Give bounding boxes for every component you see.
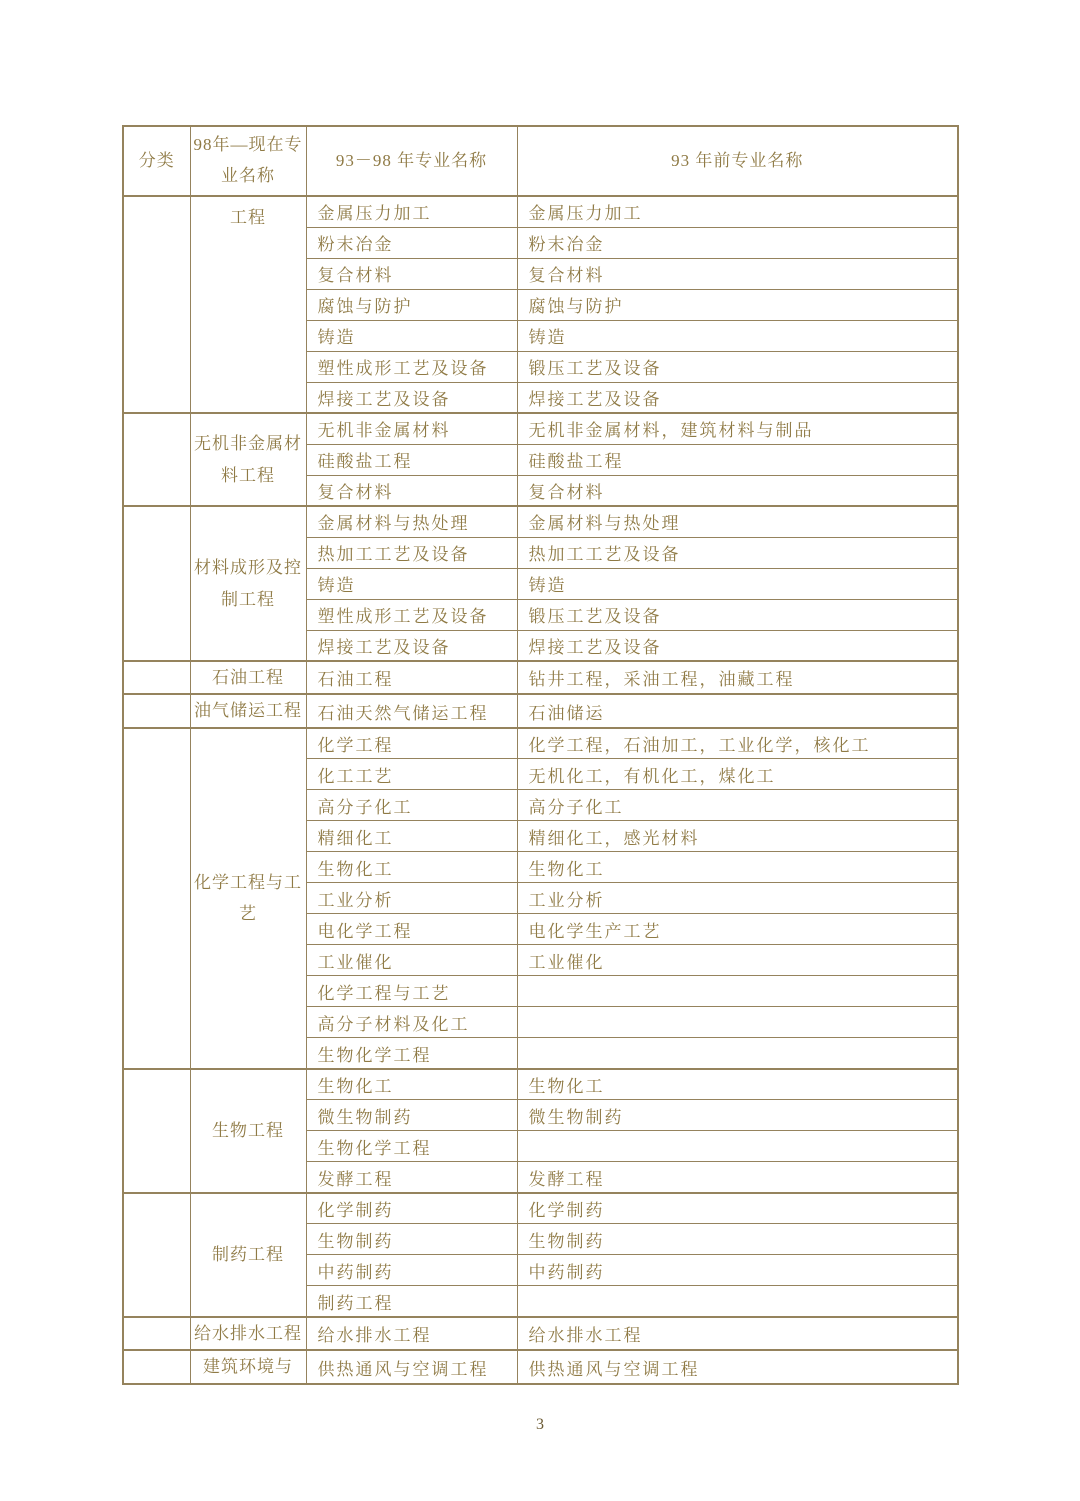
major-93-98-cell: 工业分析 [306, 883, 517, 914]
major-93-98-cell: 焊接工艺及设备 [306, 382, 517, 413]
major-pre-93-cell: 焊接工艺及设备 [517, 382, 958, 413]
header-row [123, 126, 958, 196]
major-pre-93-cell [517, 1286, 958, 1317]
category-cell [123, 413, 190, 506]
table-row [123, 1193, 958, 1224]
majors-table [122, 125, 959, 1385]
major-pre-93-cell: 化学制药 [517, 1193, 958, 1224]
category-cell [123, 1317, 190, 1350]
table-row [123, 196, 958, 227]
major-pre-93-cell: 无机非金属材料，建筑材料与制品 [517, 413, 958, 444]
major-pre-93-cell: 无机化工，有机化工，煤化工 [517, 759, 958, 790]
table-row [123, 413, 958, 444]
major-pre-93-cell: 焊接工艺及设备 [517, 630, 958, 661]
major-93-98-cell: 生物化学工程 [306, 1038, 517, 1069]
major-pre-93-cell: 生物化工 [517, 1069, 958, 1100]
major-93-98-cell: 热加工工艺及设备 [306, 537, 517, 568]
major-93-98-cell: 复合材料 [306, 475, 517, 506]
category-cell [123, 1069, 190, 1193]
major-pre-93-cell [517, 1007, 958, 1038]
major-93-98-cell: 石油工程 [306, 661, 517, 694]
major-93-98-cell: 塑性成形工艺及设备 [306, 599, 517, 630]
major-pre-93-cell: 精细化工，感光材料 [517, 821, 958, 852]
category-cell [123, 728, 190, 1069]
table-row [123, 1317, 958, 1350]
major-93-98-cell: 石油天然气储运工程 [306, 694, 517, 727]
major-93-98-cell: 金属材料与热处理 [306, 506, 517, 537]
major-pre-93-cell: 高分子化工 [517, 790, 958, 821]
table-row [123, 1069, 958, 1100]
major-pre-93-cell: 供热通风与空调工程 [517, 1350, 958, 1383]
major-pre-93-cell: 复合材料 [517, 475, 958, 506]
major-98-now-cell: 生物工程 [190, 1069, 306, 1193]
major-pre-93-cell: 粉末冶金 [517, 227, 958, 258]
major-93-98-cell: 粉末冶金 [306, 227, 517, 258]
major-93-98-cell: 焊接工艺及设备 [306, 630, 517, 661]
major-pre-93-cell: 生物化工 [517, 852, 958, 883]
major-pre-93-cell [517, 1038, 958, 1069]
major-93-98-cell: 电化学工程 [306, 914, 517, 945]
column-header: 93 年前专业名称 [517, 126, 958, 196]
category-cell [123, 196, 190, 413]
major-pre-93-cell: 生物制药 [517, 1224, 958, 1255]
major-98-now-cell: 工程 [190, 196, 306, 413]
major-pre-93-cell: 中药制药 [517, 1255, 958, 1286]
major-93-98-cell: 生物化工 [306, 1069, 517, 1100]
major-pre-93-cell: 金属材料与热处理 [517, 506, 958, 537]
major-pre-93-cell: 工业催化 [517, 945, 958, 976]
major-93-98-cell: 塑性成形工艺及设备 [306, 351, 517, 382]
major-93-98-cell: 发酵工程 [306, 1162, 517, 1193]
column-header: 93－98 年专业名称 [306, 126, 517, 196]
major-98-now-cell: 材料成形及控制工程 [190, 506, 306, 661]
major-93-98-cell: 生物化工 [306, 852, 517, 883]
major-pre-93-cell: 锻压工艺及设备 [517, 351, 958, 382]
major-pre-93-cell: 铸造 [517, 320, 958, 351]
major-93-98-cell: 微生物制药 [306, 1100, 517, 1131]
category-cell [123, 1350, 190, 1383]
major-pre-93-cell: 石油储运 [517, 694, 958, 727]
major-93-98-cell: 铸造 [306, 568, 517, 599]
major-93-98-cell: 铸造 [306, 320, 517, 351]
major-pre-93-cell: 热加工工艺及设备 [517, 537, 958, 568]
major-98-now-cell: 制药工程 [190, 1193, 306, 1317]
table-header [123, 126, 958, 196]
major-93-98-cell: 化学制药 [306, 1193, 517, 1224]
major-93-98-cell: 复合材料 [306, 258, 517, 289]
major-pre-93-cell: 钻井工程，采油工程，油藏工程 [517, 661, 958, 694]
major-pre-93-cell: 锻压工艺及设备 [517, 599, 958, 630]
major-93-98-cell: 高分子材料及化工 [306, 1007, 517, 1038]
major-93-98-cell: 工业催化 [306, 945, 517, 976]
major-93-98-cell: 制药工程 [306, 1286, 517, 1317]
major-pre-93-cell: 给水排水工程 [517, 1317, 958, 1350]
major-93-98-cell: 供热通风与空调工程 [306, 1350, 517, 1383]
major-pre-93-cell: 电化学生产工艺 [517, 914, 958, 945]
major-98-now-cell: 建筑环境与 [190, 1350, 306, 1383]
major-pre-93-cell: 复合材料 [517, 258, 958, 289]
table-row [123, 694, 958, 727]
table-row [123, 506, 958, 537]
major-93-98-cell: 无机非金属材料 [306, 413, 517, 444]
major-98-now-cell: 给水排水工程 [190, 1317, 306, 1350]
category-cell [123, 694, 190, 727]
major-93-98-cell: 化工工艺 [306, 759, 517, 790]
table-row [123, 661, 958, 694]
major-93-98-cell: 化学工程 [306, 728, 517, 759]
major-93-98-cell: 生物制药 [306, 1224, 517, 1255]
column-header: 98年—现在专业名称 [190, 126, 306, 196]
major-93-98-cell: 给水排水工程 [306, 1317, 517, 1350]
table-row [123, 728, 958, 759]
page-number: 3 [536, 1416, 544, 1433]
major-93-98-cell: 高分子化工 [306, 790, 517, 821]
table-body [123, 196, 958, 1384]
major-pre-93-cell: 硅酸盐工程 [517, 444, 958, 475]
major-93-98-cell: 硅酸盐工程 [306, 444, 517, 475]
major-pre-93-cell [517, 976, 958, 1007]
major-93-98-cell: 中药制药 [306, 1255, 517, 1286]
major-98-now-cell: 无机非金属材料工程 [190, 413, 306, 506]
major-93-98-cell: 精细化工 [306, 821, 517, 852]
major-pre-93-cell: 化学工程，石油加工，工业化学，核化工 [517, 728, 958, 759]
major-93-98-cell: 生物化学工程 [306, 1131, 517, 1162]
major-98-now-cell: 油气储运工程 [190, 694, 306, 727]
table-row [123, 1350, 958, 1383]
major-93-98-cell: 腐蚀与防护 [306, 289, 517, 320]
major-pre-93-cell: 工业分析 [517, 883, 958, 914]
major-pre-93-cell [517, 1131, 958, 1162]
category-cell [123, 661, 190, 694]
major-98-now-cell: 化学工程与工艺 [190, 728, 306, 1069]
major-98-now-cell: 石油工程 [190, 661, 306, 694]
major-pre-93-cell: 金属压力加工 [517, 196, 958, 227]
major-pre-93-cell: 微生物制药 [517, 1100, 958, 1131]
column-header: 分类 [123, 126, 190, 196]
major-pre-93-cell: 发酵工程 [517, 1162, 958, 1193]
category-cell [123, 1193, 190, 1317]
category-cell [123, 506, 190, 661]
major-pre-93-cell: 铸造 [517, 568, 958, 599]
major-pre-93-cell: 腐蚀与防护 [517, 289, 958, 320]
major-93-98-cell: 化学工程与工艺 [306, 976, 517, 1007]
major-93-98-cell: 金属压力加工 [306, 196, 517, 227]
